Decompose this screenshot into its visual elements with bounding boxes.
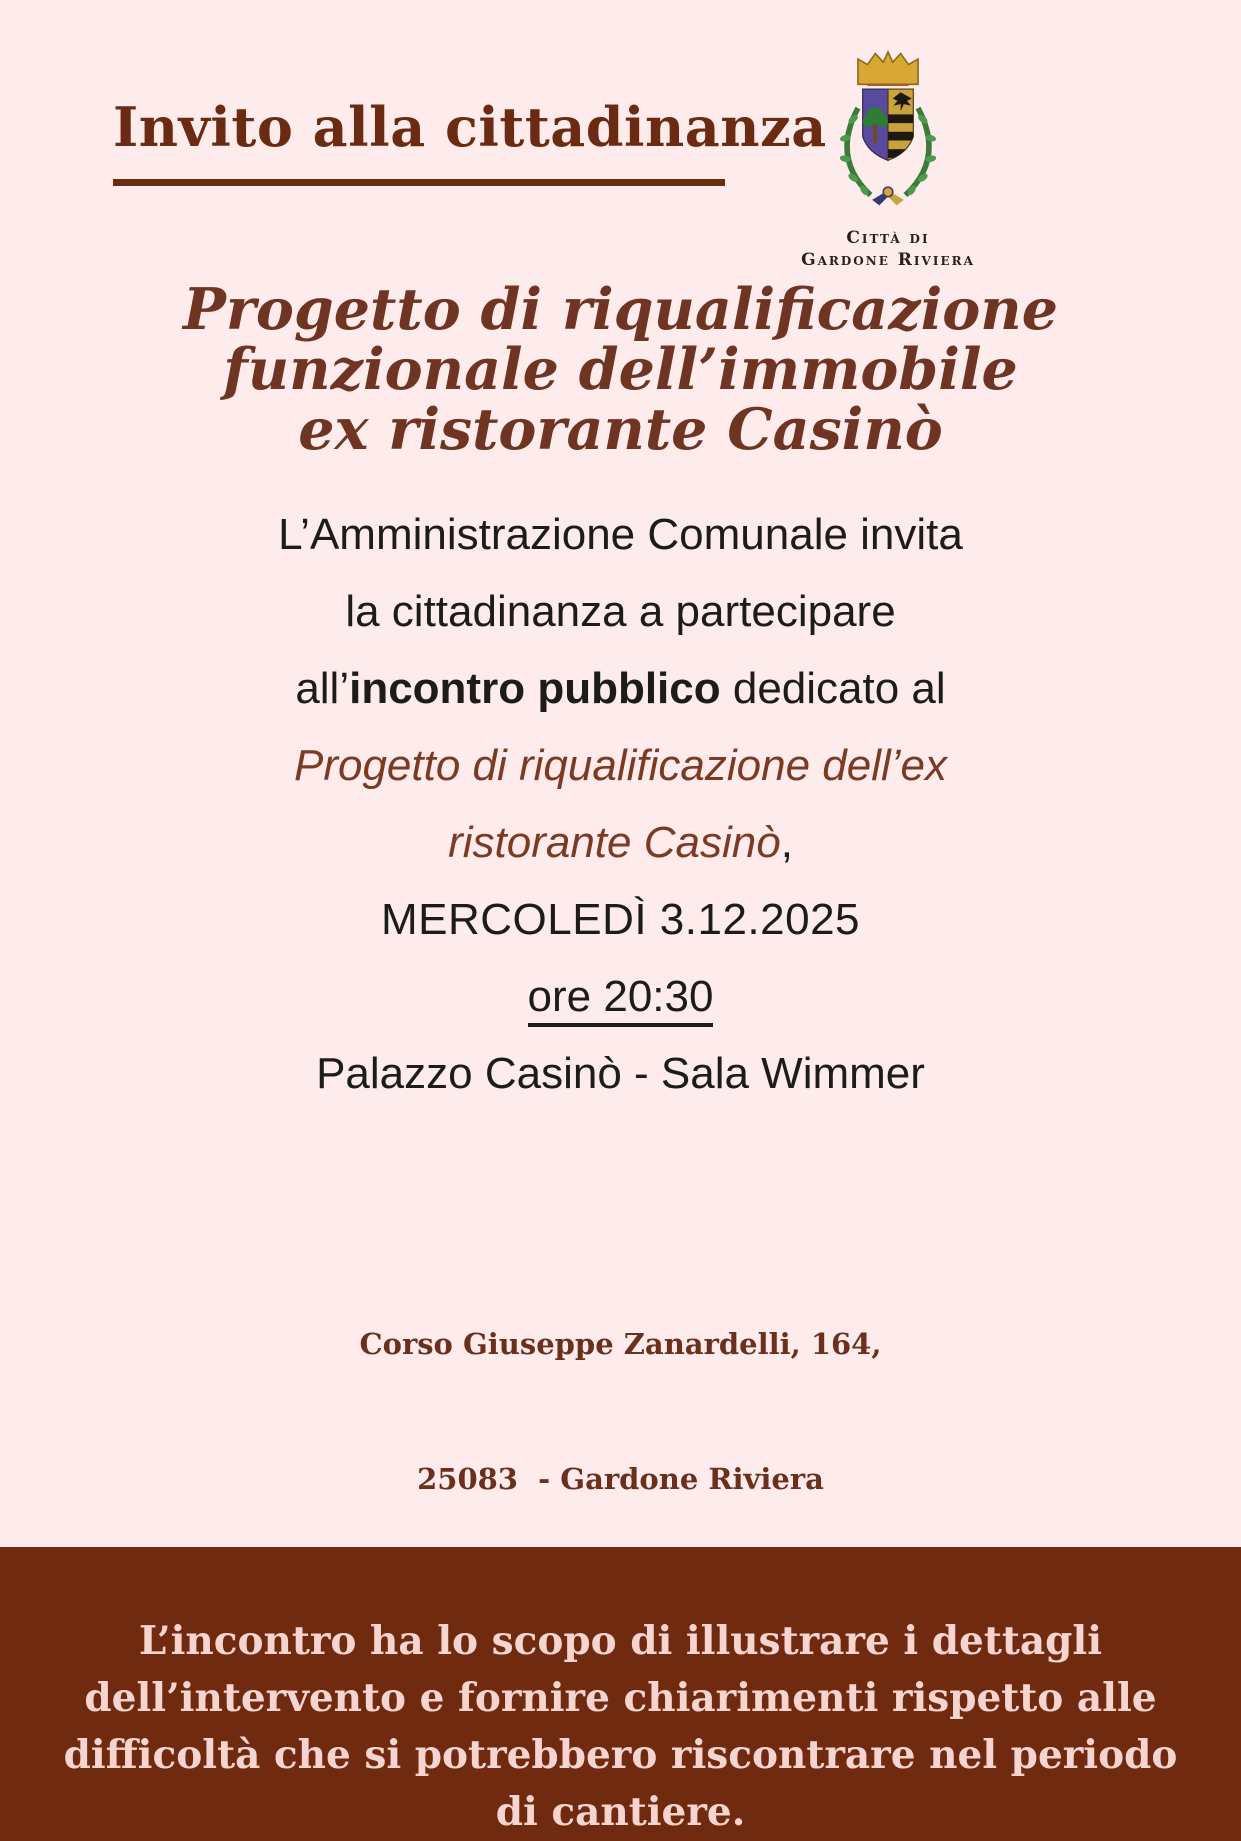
event-address [0,1232,1241,1547]
footer-line1: L’incontro ha lo scopo di illustrare i dettagli [138,1618,1103,1664]
project-name-line2-text: ristorante Casinò [448,818,781,867]
coat-of-arms-icon [788,40,988,222]
project-name-comma: , [780,818,793,867]
event-venue: Palazzo Casinò - Sala Wimmer [316,1049,925,1098]
title-block [113,95,827,186]
logo-caption-line2: Gardone Riviera [801,250,975,271]
invitation-line3-prefix: all’ [295,664,350,713]
invitation-line3-bold: incontro pubblico [349,664,721,713]
municipality-logo [788,40,988,271]
invitation-line2: la cittadinanza a partecipare [345,587,896,636]
project-name-line2 [0,804,1241,881]
event-heading-line1: Progetto di riqualificazione [183,276,1058,343]
event-time: ore 20:30 [0,958,1241,1035]
logo-caption-line1: Città di [846,228,930,248]
event-date: MERCOLEDÌ 3.12.2025 [380,895,861,944]
footer-band [0,1547,1241,1841]
header [0,0,1241,271]
footer-line3: difficoltà che si potrebbero riscontrare nel periodo [63,1732,1178,1778]
invitation-line3 [0,650,1241,727]
project-name-line1: Progetto di riqualificazione dell’ex [293,741,948,790]
address-line2: 25083 - Gardone Riviera [417,1462,824,1496]
event-heading [0,276,1241,463]
invitation-paragraph [0,496,1241,1112]
logo-caption [788,227,988,271]
title-underline [113,179,725,186]
invitation-line3-suffix: dedicato al [720,664,946,713]
footer-line2: dell’intervento e fornire chiarimenti rispetto alle [84,1675,1157,1721]
event-heading-line3: ex ristorante Casinò [298,396,943,463]
invitation-line1: L’Amministrazione Comunale invita [278,510,963,559]
page-title: Invito alla cittadinanza [113,95,827,159]
footer-line4: di cantiere. [495,1789,746,1835]
address-line1: Corso Giuseppe Zanardelli, 164, [359,1327,882,1361]
event-heading-line2: funzionale dell’immobile [223,336,1018,403]
